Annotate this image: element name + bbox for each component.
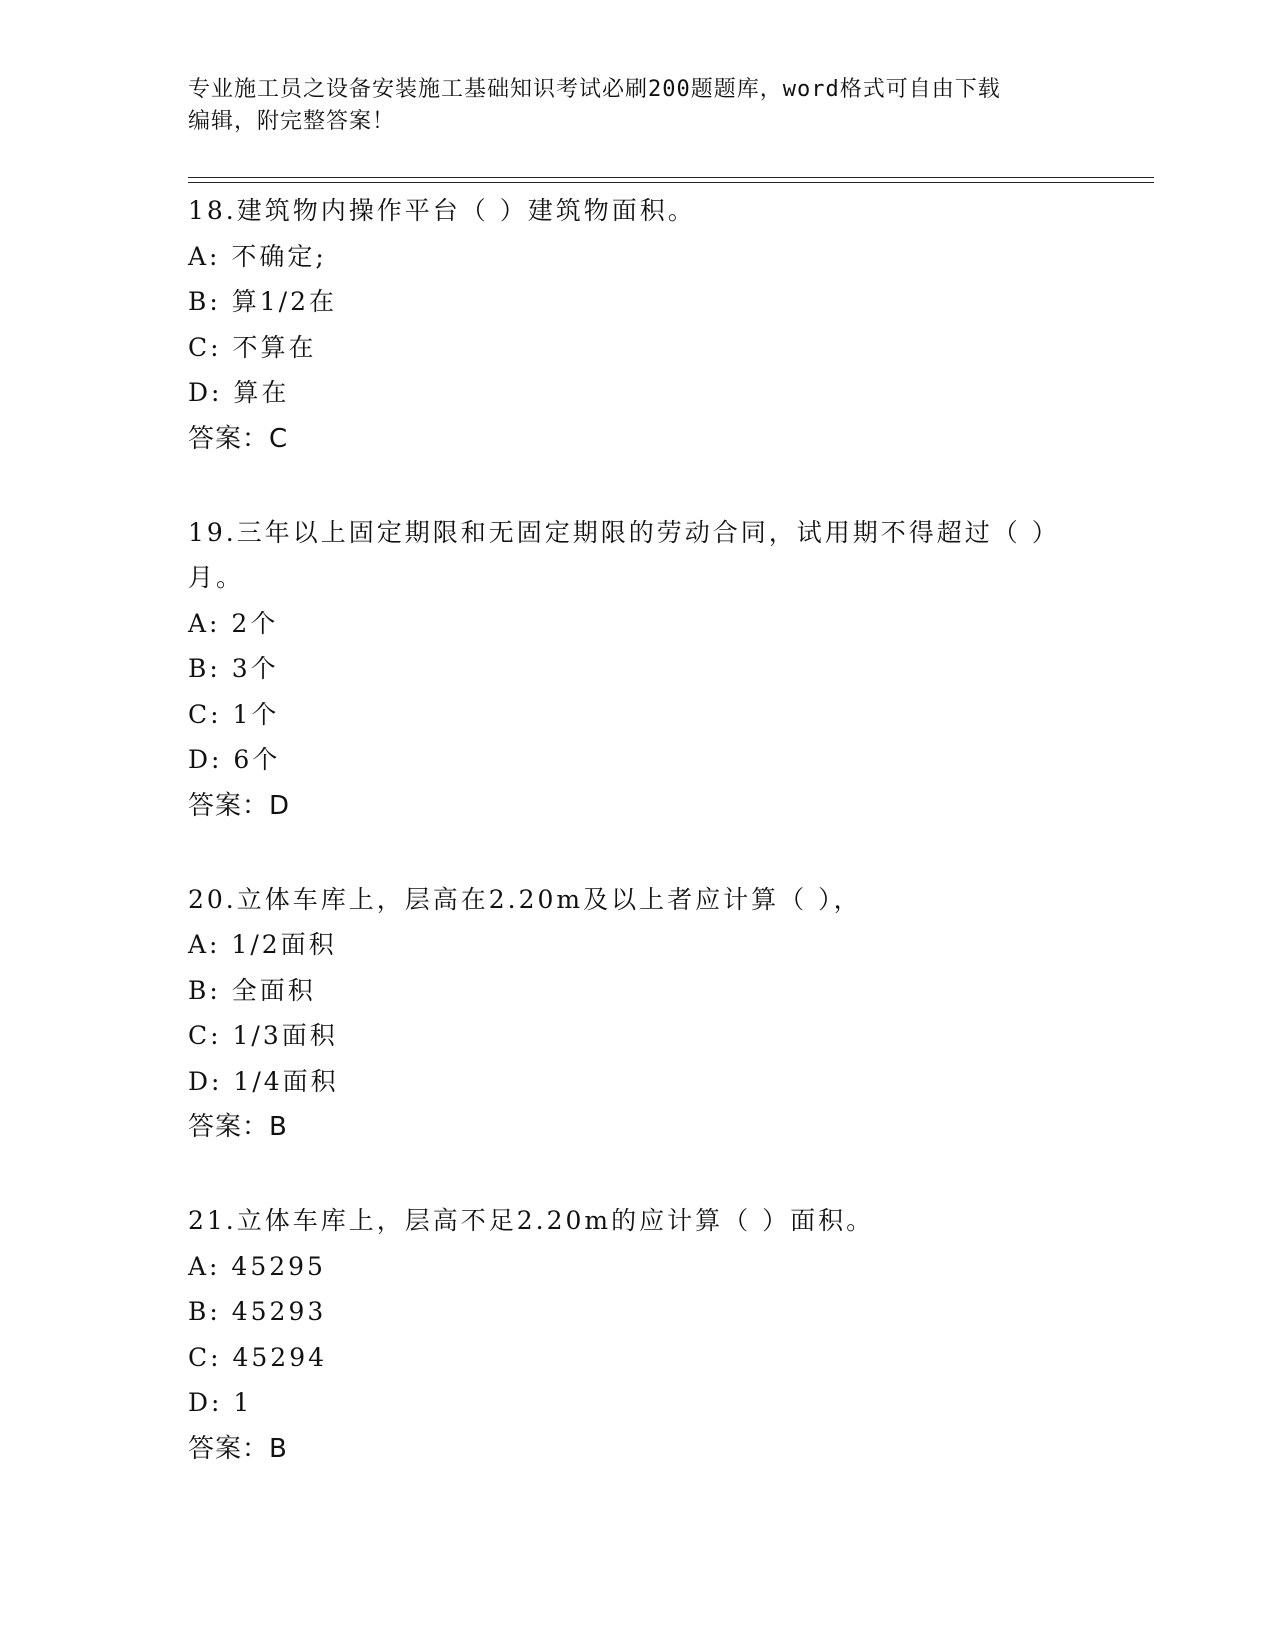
option-b: B: 全面积 bbox=[188, 975, 316, 1005]
question-stem: 21.立体车库上，层高不足2.20m的应计算（ ）面积。 bbox=[188, 1206, 875, 1235]
option-d: D: 1 bbox=[188, 1388, 253, 1417]
document-header bbox=[188, 74, 1088, 138]
option-d: D: 1/4面积 bbox=[188, 1066, 339, 1096]
option-a: A: 2个 bbox=[188, 608, 279, 638]
question-list bbox=[188, 188, 1088, 1520]
header-divider-bottom bbox=[188, 182, 1154, 183]
answer-line: 答案：C bbox=[188, 423, 289, 454]
question-stem: 18.建筑物内操作平台（ ）建筑物面积。 bbox=[188, 196, 696, 225]
answer-line: 答案：B bbox=[188, 1433, 288, 1464]
option-d: D: 6个 bbox=[188, 745, 281, 774]
question-21 bbox=[188, 1198, 1088, 1472]
question-stem: 19.三年以上固定期限和无固定期限的劳动合同，试用期不得超过（ ）月。 bbox=[188, 517, 1048, 592]
answer-line: 答案：B bbox=[188, 1112, 288, 1142]
header-divider-top bbox=[188, 177, 1154, 178]
header-line-2: 编辑，附完整答案！ bbox=[188, 109, 396, 134]
question-18 bbox=[188, 188, 1088, 462]
option-b: B: 算1/2在 bbox=[188, 287, 337, 316]
option-d: D: 算在 bbox=[188, 378, 290, 407]
option-c: C: 45294 bbox=[188, 1342, 328, 1372]
question-stem: 20.立体车库上，层高在2.20m及以上者应计算（ ）， bbox=[188, 884, 862, 914]
option-c: C: 1/3面积 bbox=[188, 1021, 338, 1050]
option-c: C: 不算在 bbox=[188, 332, 317, 362]
option-a: A: 不确定; bbox=[188, 241, 327, 271]
question-20 bbox=[188, 877, 1088, 1151]
question-19 bbox=[188, 510, 1088, 829]
option-c: C: 1个 bbox=[188, 699, 280, 729]
answer-line: 答案：D bbox=[188, 790, 291, 821]
option-b: B: 3个 bbox=[188, 654, 279, 683]
option-a: A: 1/2面积 bbox=[188, 930, 337, 959]
header-line-1: 专业施工员之设备安装施工基础知识考试必刷200题题库，word格式可自由下载 bbox=[188, 77, 1001, 102]
option-b: B: 45293 bbox=[188, 1297, 327, 1326]
option-a: A: 45295 bbox=[188, 1251, 326, 1281]
